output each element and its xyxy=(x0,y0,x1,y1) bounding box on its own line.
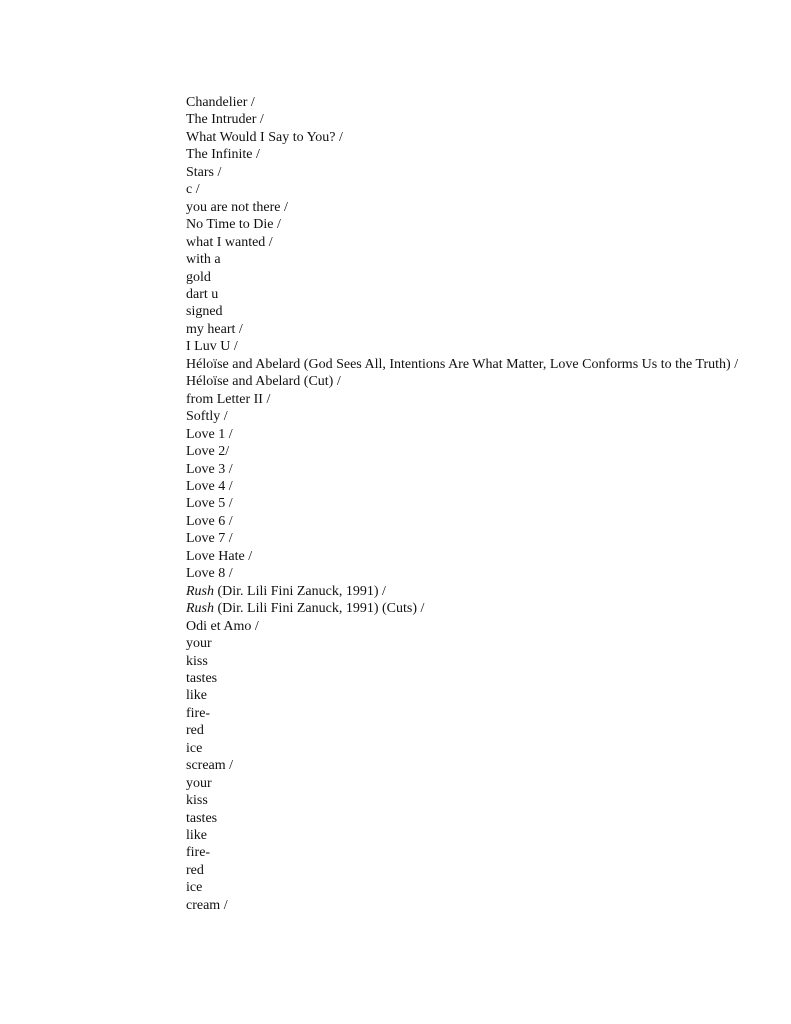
poem-line-text: kiss xyxy=(186,653,208,669)
poem-line xyxy=(186,199,746,216)
poem-line xyxy=(186,583,746,600)
poem-line xyxy=(186,234,746,251)
poem-line xyxy=(186,269,746,286)
poem-line-text: what I wanted / xyxy=(186,234,273,250)
poem-line-text: tastes xyxy=(186,670,218,686)
poem-line xyxy=(186,705,746,722)
poem-line-text: your xyxy=(186,636,212,652)
poem-line xyxy=(186,548,746,565)
poem-line-text: like xyxy=(186,688,207,704)
poem-line-text: ice xyxy=(186,740,203,756)
poem-line-text: Love 3 / xyxy=(186,461,233,477)
poem-line-text: scream / xyxy=(186,758,234,774)
poem-line xyxy=(186,216,746,233)
poem-line-text: No Time to Die / xyxy=(186,217,281,233)
poem-line xyxy=(186,635,746,652)
poem-line xyxy=(186,303,746,320)
poem-line-text: Chandelier / xyxy=(186,95,255,110)
poem-line-text: signed xyxy=(186,304,223,320)
poem-line xyxy=(186,879,746,896)
poem-line xyxy=(186,321,746,338)
poem-line-text: cream / xyxy=(186,897,228,913)
poem-line-text: you are not there / xyxy=(186,199,288,215)
poem-line-text: Stars / xyxy=(186,164,222,180)
poem-line-text: The Infinite / xyxy=(186,147,260,163)
poem-line-text: tastes xyxy=(186,810,218,826)
poem-line-text: gold xyxy=(186,269,211,285)
poem-line xyxy=(186,338,746,355)
poem-line xyxy=(186,461,746,478)
poem-line-text: Love Hate / xyxy=(186,548,253,564)
poem-line xyxy=(186,495,746,512)
poem-line xyxy=(186,862,746,879)
poem-line xyxy=(186,530,746,547)
poem-line-text: from Letter II / xyxy=(186,391,271,407)
poem-line-text: What Would I Say to You? / xyxy=(186,129,343,145)
poem-line-italic-title: Rush xyxy=(186,601,214,617)
poem-line-text: red xyxy=(186,723,204,739)
poem-line-text: Héloïse and Abelard (God Sees All, Intentions Are What Matter, Love Conforms Us to the Truth) / xyxy=(186,356,739,372)
poem-line-text: I Luv U / xyxy=(186,339,238,355)
poem-line xyxy=(186,356,746,373)
poem-line xyxy=(186,478,746,495)
poem-line-text: Love 2/ xyxy=(186,444,230,460)
poem-line-text: Love 5 / xyxy=(186,496,233,512)
poem-line xyxy=(186,670,746,687)
poem-line-text: kiss xyxy=(186,793,208,809)
poem-line-text: with a xyxy=(186,252,221,268)
poem-line-text: your xyxy=(186,775,212,791)
poem-line xyxy=(186,443,746,460)
poem-line-text: Héloïse and Abelard (Cut) / xyxy=(186,374,341,390)
poem-line xyxy=(186,844,746,861)
poem-line xyxy=(186,565,746,582)
poem-line xyxy=(186,775,746,792)
poem-line-text: fire- xyxy=(186,845,211,861)
poem-line-text: Love 7 / xyxy=(186,531,233,547)
poem-line xyxy=(186,146,746,163)
poem-line xyxy=(186,251,746,268)
poem-line xyxy=(186,408,746,425)
poem-line xyxy=(186,164,746,181)
poem-line-text: dart u xyxy=(186,286,219,302)
poem-line-text: red xyxy=(186,862,204,878)
poem-line xyxy=(186,722,746,739)
poem-line xyxy=(186,757,746,774)
poem-line xyxy=(186,513,746,530)
poem-line xyxy=(186,600,746,617)
poem-line xyxy=(186,740,746,757)
poem-line xyxy=(186,810,746,827)
poem-line xyxy=(186,897,746,914)
poem-line-italic-title: Rush xyxy=(186,583,214,599)
poem-line xyxy=(186,618,746,635)
poem-line-text: c / xyxy=(186,182,200,198)
poem-text-block xyxy=(186,94,746,914)
poem-line-text: Love 6 / xyxy=(186,513,233,529)
poem-line-text: Softly / xyxy=(186,409,228,425)
poem-line xyxy=(186,653,746,670)
poem-line xyxy=(186,373,746,390)
poem-line-text: fire- xyxy=(186,705,211,721)
poem-line-text: Love 1 / xyxy=(186,426,233,442)
poem-line xyxy=(186,129,746,146)
poem-line-text: Love 8 / xyxy=(186,566,233,582)
poem-line-text: Love 4 / xyxy=(186,478,233,494)
poem-line-text: ice xyxy=(186,880,203,896)
poem-line xyxy=(186,827,746,844)
poem-line xyxy=(186,426,746,443)
poem-line xyxy=(186,391,746,408)
poem-line xyxy=(186,286,746,303)
poem-line xyxy=(186,687,746,704)
poem-line xyxy=(186,111,746,128)
poem-line xyxy=(186,94,746,111)
poem-line-text: my heart / xyxy=(186,321,243,337)
poem-line-text: The Intruder / xyxy=(186,112,264,128)
poem-line xyxy=(186,792,746,809)
poem-line-text: like xyxy=(186,828,207,844)
poem-line-text: Odi et Amo / xyxy=(186,618,259,634)
poem-line xyxy=(186,181,746,198)
poem-line-text: (Dir. Lili Fini Zanuck, 1991) / xyxy=(214,583,386,599)
poem-line-text: (Dir. Lili Fini Zanuck, 1991) (Cuts) / xyxy=(214,601,425,617)
